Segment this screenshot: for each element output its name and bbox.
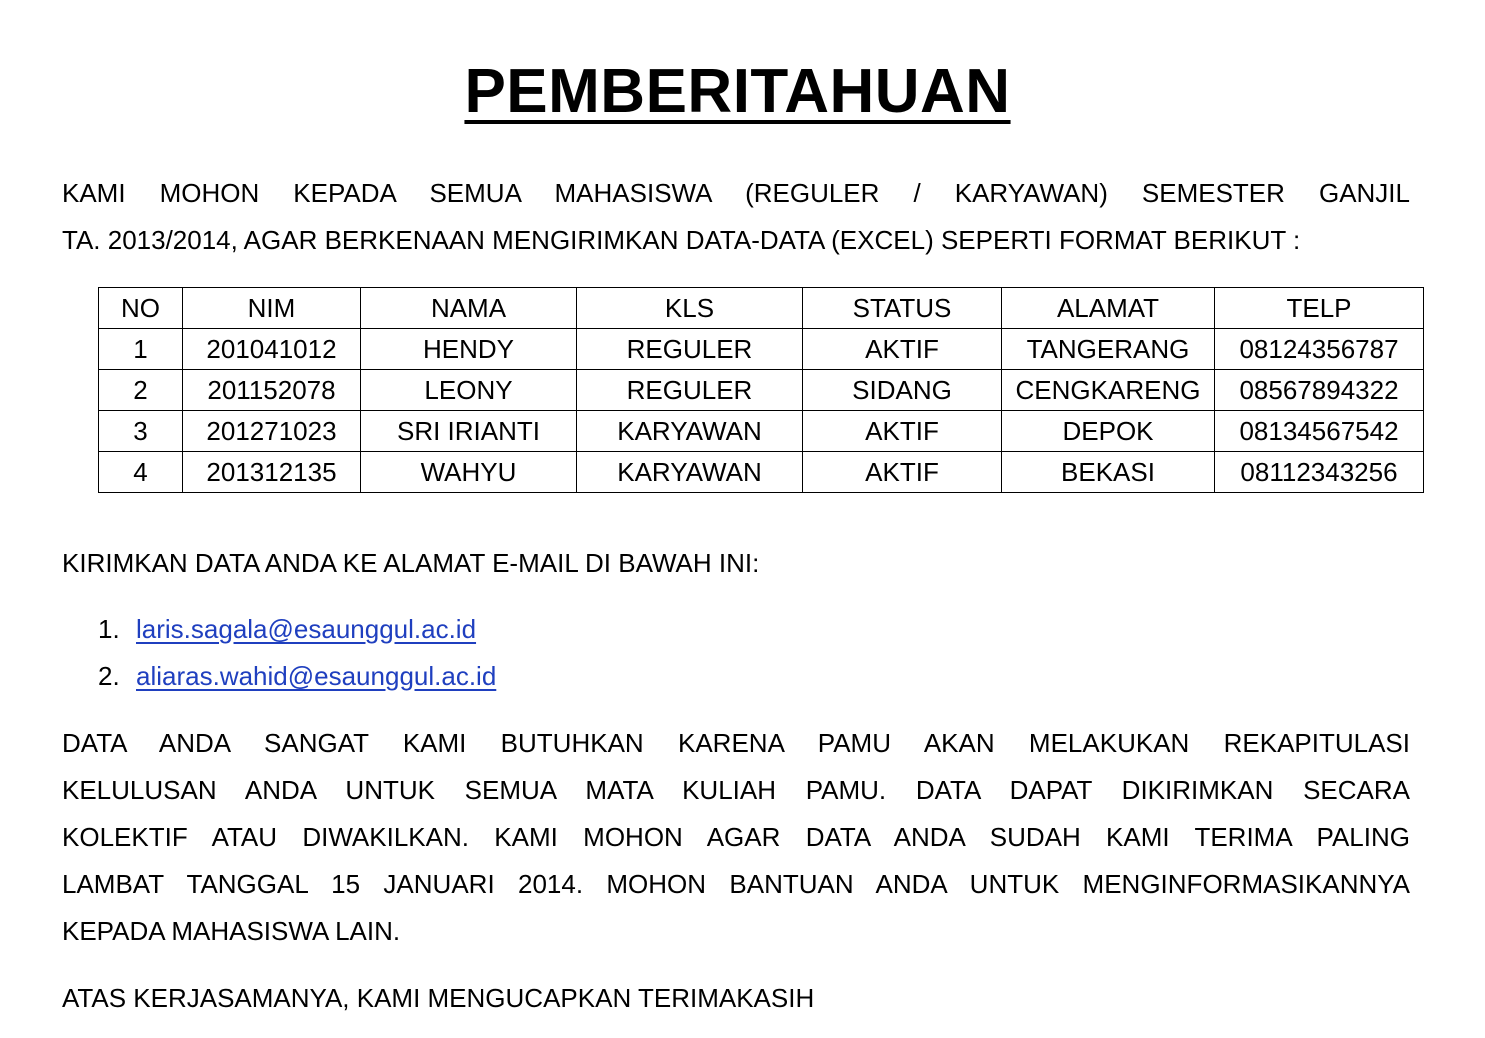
list-item	[98, 606, 496, 653]
document-title-text: PEMBERITAHUAN	[464, 57, 1011, 126]
body-line: KOLEKTIF ATAU DIWAKILKAN. KAMI MOHON AGAR DATA ANDA SUDAH KAMI TERIMA PALING	[62, 822, 1410, 852]
header-alamat: ALAMAT	[1002, 288, 1215, 329]
header-status: STATUS	[803, 288, 1002, 329]
email-link[interactable]: aliaras.wahid@esaunggul.ac.id	[136, 661, 497, 691]
cell-nim: 201312135	[183, 452, 361, 493]
header-nama: NAMA	[361, 288, 577, 329]
cell-nama: HENDY	[361, 329, 577, 370]
document-title	[0, 52, 1475, 132]
cell-status: AKTIF	[803, 329, 1002, 370]
cell-telp: 08567894322	[1215, 370, 1424, 411]
email-link[interactable]: laris.sagala@esaunggul.ac.id	[136, 614, 477, 644]
header-nim: NIM	[183, 288, 361, 329]
intro-paragraph	[62, 170, 1410, 264]
cell-alamat: BEKASI	[1002, 452, 1215, 493]
body-paragraph	[62, 720, 1410, 955]
format-table	[98, 287, 1424, 493]
cell-no: 1	[99, 329, 183, 370]
table-row	[99, 452, 1424, 493]
cell-alamat: CENGKARENG	[1002, 370, 1215, 411]
body-line: KEPADA MAHASISWA LAIN.	[62, 916, 401, 946]
intro-line: TA. 2013/2014, AGAR BERKENAAN MENGIRIMKAN DATA-DATA (EXCEL) SEPERTI FORMAT BERIKUT :	[62, 225, 1301, 255]
cell-telp: 08112343256	[1215, 452, 1424, 493]
cell-status: AKTIF	[803, 411, 1002, 452]
cell-nim: 201041012	[183, 329, 361, 370]
cell-kls: REGULER	[577, 329, 803, 370]
table-row	[99, 411, 1424, 452]
intro-line: KAMI MOHON KEPADA SEMUA MAHASISWA (REGULER / KARYAWAN) SEMESTER GANJIL	[62, 178, 1410, 208]
cell-kls: KARYAWAN	[577, 411, 803, 452]
body-line: KELULUSAN ANDA UNTUK SEMUA MATA KULIAH PAMU. DATA DAPAT DIKIRIMKAN SECARA	[62, 775, 1410, 805]
list-item	[98, 653, 496, 700]
list-number: 1.	[98, 614, 120, 644]
cell-no: 2	[99, 370, 183, 411]
cell-nama: SRI IRIANTI	[361, 411, 577, 452]
send-instruction: KIRIMKAN DATA ANDA KE ALAMAT E-MAIL DI BAWAH INI:	[62, 548, 760, 578]
cell-status: AKTIF	[803, 452, 1002, 493]
body-line: LAMBAT TANGGAL 15 JANUARI 2014. MOHON BANTUAN ANDA UNTUK MENGINFORMASIKANNYA	[62, 869, 1410, 899]
list-number: 2.	[98, 661, 120, 691]
cell-no: 4	[99, 452, 183, 493]
header-telp: TELP	[1215, 288, 1424, 329]
cell-kls: REGULER	[577, 370, 803, 411]
cell-nama: LEONY	[361, 370, 577, 411]
cell-nim: 201152078	[183, 370, 361, 411]
cell-alamat: TANGERANG	[1002, 329, 1215, 370]
table-header-row	[99, 288, 1424, 329]
cell-telp: 08134567542	[1215, 411, 1424, 452]
cell-kls: KARYAWAN	[577, 452, 803, 493]
cell-nama: WAHYU	[361, 452, 577, 493]
cell-status: SIDANG	[803, 370, 1002, 411]
body-line: DATA ANDA SANGAT KAMI BUTUHKAN KARENA PAMU AKAN MELAKUKAN REKAPITULASI	[62, 728, 1410, 758]
table-row	[99, 370, 1424, 411]
cell-no: 3	[99, 411, 183, 452]
cell-nim: 201271023	[183, 411, 361, 452]
cell-telp: 08124356787	[1215, 329, 1424, 370]
header-no: NO	[99, 288, 183, 329]
closing-text: ATAS KERJASAMANYA, KAMI MENGUCAPKAN TERIMAKASIH	[62, 983, 815, 1013]
header-kls: KLS	[577, 288, 803, 329]
table-row	[99, 329, 1424, 370]
cell-alamat: DEPOK	[1002, 411, 1215, 452]
email-list	[98, 606, 496, 700]
